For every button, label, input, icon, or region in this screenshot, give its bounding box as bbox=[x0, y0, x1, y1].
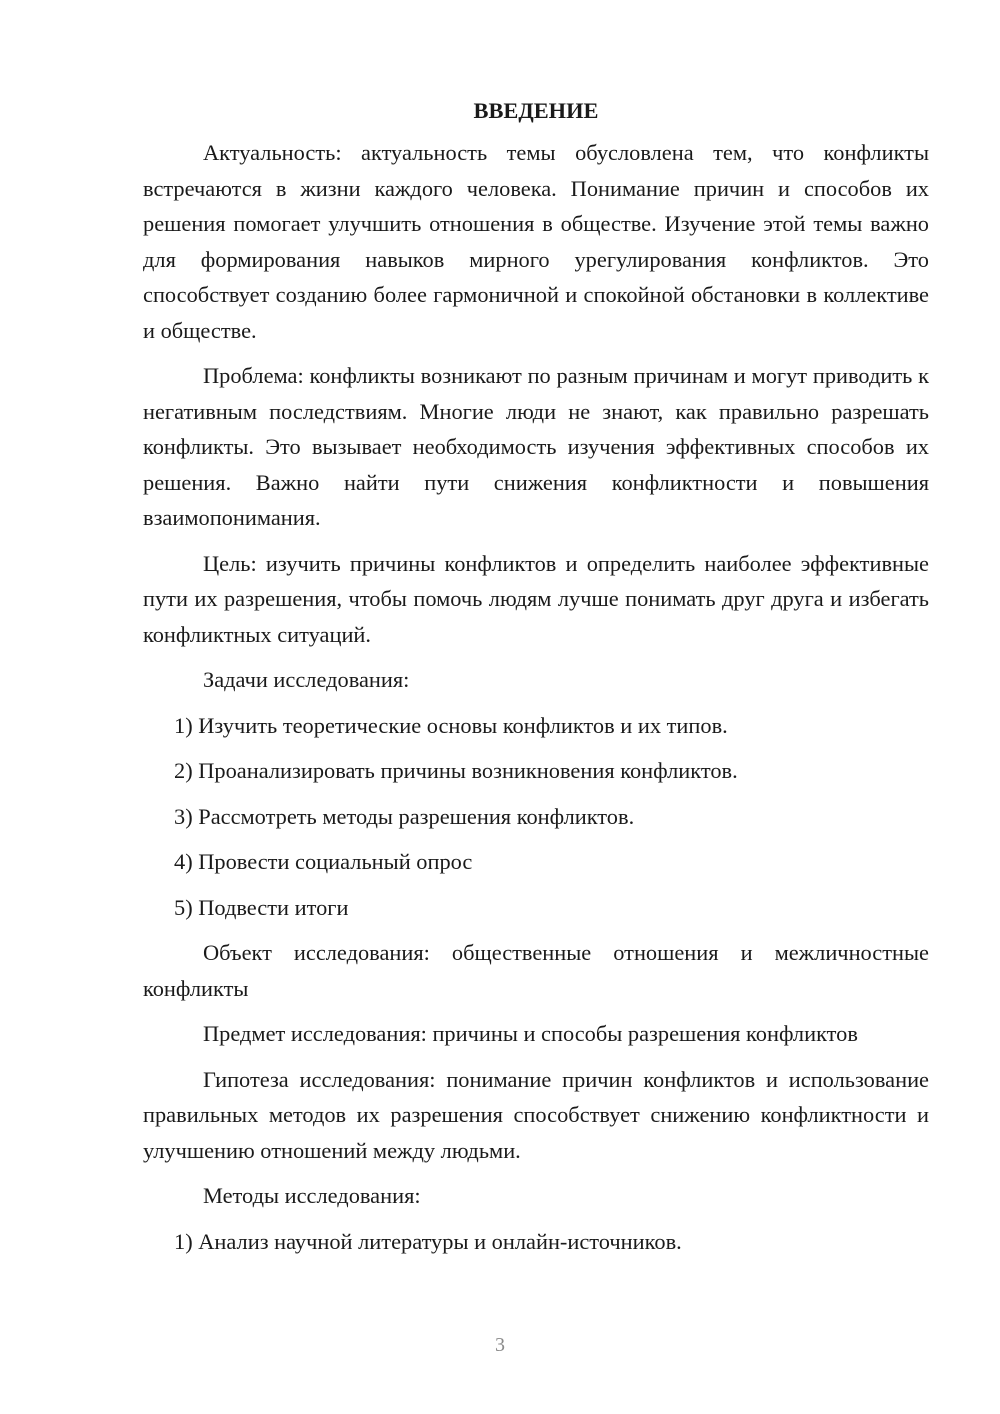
page-number: 3 bbox=[495, 1334, 505, 1356]
task-item: 4) Провести социальный опрос bbox=[174, 849, 473, 874]
document-page bbox=[143, 94, 929, 1259]
tasks-heading: Задачи исследования: bbox=[203, 667, 410, 692]
relevance-paragraph: Актуальность: актуальность темы обусловлена тем, что конфликты встречаются в жизни каждого человека. Понимание причин и способов их решения помогает улучшить отношения в обществе. Изучение этой темы важно для формирования навыков мирного урегулирования конфликтов. Это способствует созданию более гармоничной и спокойной обстановки в коллективе и обществе. bbox=[143, 140, 929, 343]
hypothesis-paragraph: Гипотеза исследования: понимание причин конфликтов и использование правильных методов их разрешения способствует снижению конфликтности и улучшению отношений между людьми. bbox=[143, 1066, 929, 1163]
task-item: 2) Проанализировать причины возникновения конфликтов. bbox=[174, 758, 738, 783]
task-item: 5) Подвести итоги bbox=[174, 894, 349, 920]
page-title: ВВЕДЕНИЕ bbox=[473, 98, 599, 123]
subject-paragraph: Предмет исследования: причины и способы разрешения конфликтов bbox=[203, 1021, 858, 1046]
goal-paragraph: Цель: изучить причины конфликтов и определить наиболее эффективные пути их разрешения, чтобы помочь людям лучше понимать друг друга и избегать конфликтных ситуаций. bbox=[143, 550, 929, 647]
task-item: 1) Изучить теоретические основы конфликтов и их типов. bbox=[174, 712, 728, 738]
problem-paragraph: Проблема: конфликты возникают по разным причинам и могут приводить к негативным последствиям. Многие люди не знают, как правильно разрешать конфликты. Это вызывает необходимость изучения эффективных способов их решения. Важно найти пути снижения конфликтности и повышения взаимопонимания. bbox=[143, 363, 929, 530]
method-item: 1) Анализ научной литературы и онлайн-источников. bbox=[174, 1228, 682, 1254]
object-paragraph: Объект исследования: общественные отношения и межличностные конфликты bbox=[143, 940, 929, 1001]
task-item: 3) Рассмотреть методы разрешения конфликтов. bbox=[174, 803, 635, 829]
methods-heading: Методы исследования: bbox=[203, 1183, 421, 1208]
